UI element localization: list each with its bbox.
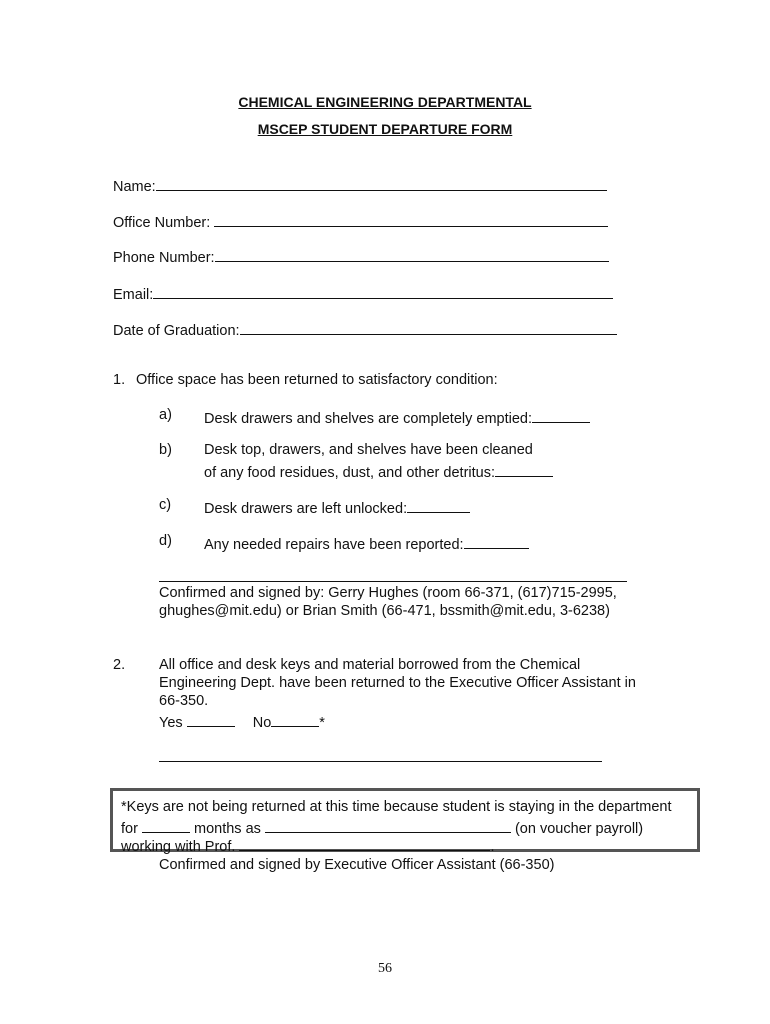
item-d	[204, 533, 529, 553]
name-field	[113, 175, 607, 195]
asterisk: *	[319, 715, 325, 731]
office-number-input-line[interactable]	[214, 211, 608, 227]
section2-line3: 66-350.	[159, 693, 209, 709]
page-number: 56	[378, 961, 392, 976]
section2-number: 2.	[113, 657, 126, 673]
yes-input-line[interactable]	[187, 711, 235, 727]
item-b-letter: b)	[159, 442, 172, 458]
name-input-line[interactable]	[156, 175, 607, 191]
phone-number-field	[113, 246, 609, 266]
position-input-line[interactable]	[265, 817, 511, 833]
no-input-line[interactable]	[271, 711, 319, 727]
name-label: Name:	[113, 179, 156, 195]
date-of-graduation-input-line[interactable]	[240, 319, 617, 335]
item-d-text: Any needed repairs have been reported:	[204, 537, 464, 553]
notice-line2	[121, 817, 643, 837]
email-field	[113, 283, 613, 303]
item-b-text: Desk top, drawers, and shelves have been cleaned	[204, 442, 533, 458]
yes-no-row	[159, 711, 325, 731]
notice-for-label: for	[121, 821, 138, 837]
phone-number-label: Phone Number:	[113, 250, 215, 266]
section1-heading: Office space has been returned to satisfactory condition:	[136, 372, 498, 388]
item-b	[204, 461, 553, 481]
section1-confirm-line2: ghughes@mit.edu) or Brian Smith (66-471, bssmith@mit.edu, 3-6238)	[159, 603, 610, 619]
section2-line2: Engineering Dept. have been returned to the Executive Officer Assistant in	[159, 675, 636, 691]
date-of-graduation-field	[113, 319, 617, 339]
item-c	[204, 497, 470, 517]
item-a-input-line[interactable]	[532, 407, 590, 423]
section1-confirm-line1: Confirmed and signed by: Gerry Hughes (room 66-371, (617)715-2995,	[159, 585, 617, 601]
yes-label: Yes	[159, 715, 183, 731]
section1-signature-line[interactable]	[159, 581, 627, 582]
notice-line1: *Keys are not being returned at this time because student is staying in the department	[121, 799, 672, 815]
form-title-line1: CHEMICAL ENGINEERING DEPARTMENTAL	[238, 94, 532, 110]
item-a-letter: a)	[159, 407, 172, 423]
item-b-text-2: of any food residues, dust, and other detritus:	[204, 465, 495, 481]
item-c-input-line[interactable]	[407, 497, 470, 513]
item-b-input-line[interactable]	[495, 461, 553, 477]
prof-input-line[interactable]	[239, 835, 490, 851]
date-of-graduation-label: Date of Graduation:	[113, 323, 240, 339]
section2-signature-line[interactable]	[159, 761, 602, 762]
office-number-label: Office Number:	[113, 215, 211, 231]
item-a	[204, 407, 590, 427]
item-d-letter: d)	[159, 533, 172, 549]
notice-prof-label: working with Prof.	[121, 839, 236, 855]
item-d-input-line[interactable]	[464, 533, 529, 549]
form-title-line2: MSCEP STUDENT DEPARTURE FORM	[257, 121, 513, 137]
item-c-text: Desk drawers are left unlocked:	[204, 501, 408, 517]
months-input-line[interactable]	[142, 817, 190, 833]
notice-period: .	[490, 839, 495, 855]
phone-number-input-line[interactable]	[215, 246, 609, 262]
email-label: Email:	[113, 287, 154, 303]
exec-confirm: Confirmed and signed by Executive Officer Assistant (66-350)	[159, 857, 555, 873]
section2-line1: All office and desk keys and material borrowed from the Chemical	[159, 657, 581, 673]
email-input-line[interactable]	[153, 283, 613, 299]
notice-line3	[121, 835, 495, 855]
notice-voucher-label: (on voucher payroll)	[514, 821, 644, 837]
section1-number: 1.	[113, 372, 126, 388]
office-number-field	[113, 211, 608, 231]
item-c-letter: c)	[159, 497, 172, 513]
notice-months-label: months as	[193, 821, 261, 837]
item-a-text: Desk drawers and shelves are completely emptied:	[204, 411, 533, 427]
no-label: No	[252, 715, 272, 731]
